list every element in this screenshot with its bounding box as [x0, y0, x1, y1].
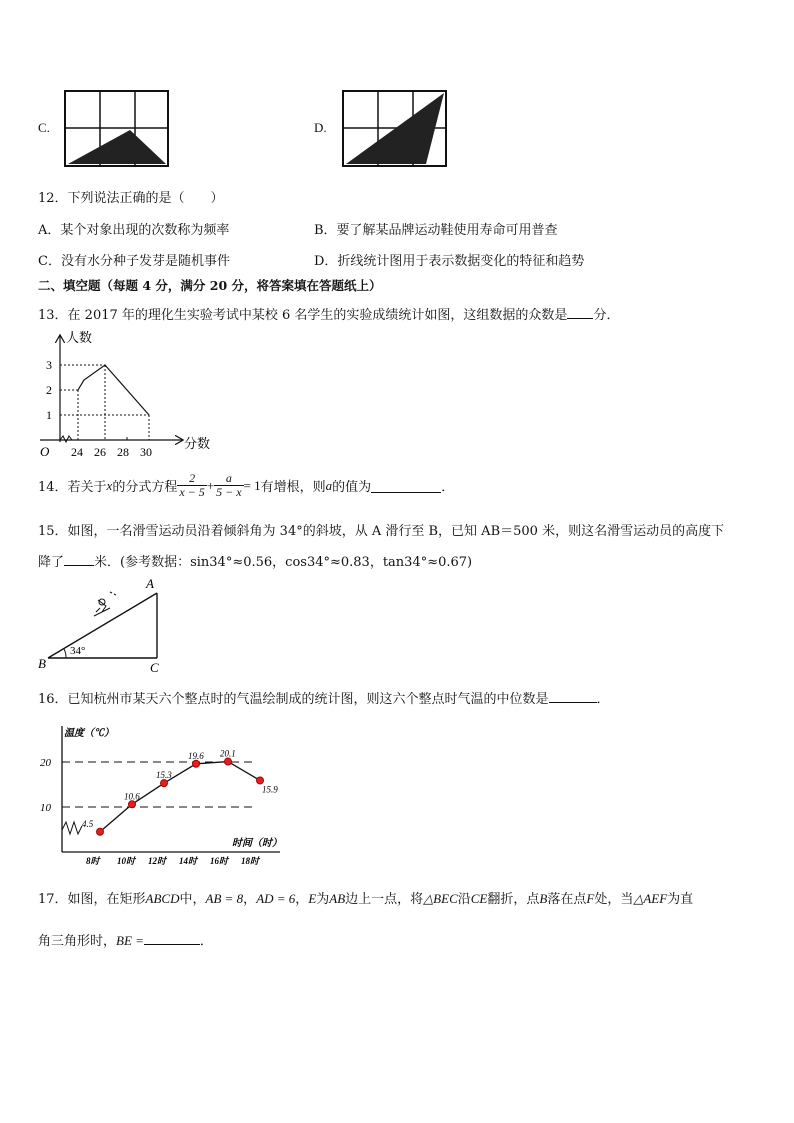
q12-stem: 12．下列说法正确的是（ ） [38, 191, 224, 206]
q15-figure [36, 576, 166, 676]
angle-label: 34° [70, 645, 86, 657]
q15-line2 [38, 551, 472, 570]
q14-var-x: x [106, 477, 113, 493]
q14-plus: + [206, 477, 215, 493]
q17-math: AB = 8 [205, 891, 244, 906]
q16-stem-after: ． [596, 692, 610, 707]
shaded-triangle [68, 130, 166, 164]
axis-break [62, 822, 82, 834]
option-d-figure [342, 90, 448, 168]
q16-chart [36, 722, 286, 868]
data-label: 15.3 [156, 770, 172, 781]
q12-option-d: D．折线统计图用于表示数据变化的特征和趋势 [314, 254, 585, 269]
q16-stem [38, 688, 610, 707]
x-tick-label: 14时 [179, 856, 198, 866]
q17-math: CE [470, 891, 488, 906]
q14-period: ． [441, 480, 455, 495]
q14-stem-before: 14．若关于 [38, 480, 107, 495]
x-axis-label: 时间（时） [232, 838, 282, 849]
q17-math: F [586, 891, 595, 906]
q17-math: BE = [116, 933, 144, 948]
q17-math: △BEC [423, 891, 458, 906]
y-tick-label: 1 [46, 408, 52, 422]
x-tick-label: 12时 [148, 856, 167, 866]
data-point [193, 760, 200, 767]
q15-line1: 15．如图，一名滑雪运动员沿着倾斜角为 34°的斜坡，从 A 滑行至 B，已知 AB＝500 米，则这名滑雪运动员的高度下 [38, 524, 725, 539]
q17-text: 中， [179, 892, 206, 907]
origin-label: O [40, 444, 50, 459]
q17-text: ， [243, 892, 257, 907]
q17-math: B [539, 891, 548, 906]
q14-var-a: a [325, 477, 333, 493]
q17-math: △AEF [633, 891, 668, 906]
q13-answer-blank[interactable] [567, 318, 593, 319]
section-heading: 二、填空题（每题 4 分，满分 20 分，将答案填在答题纸上） [38, 278, 382, 293]
q17-text: 为直 [667, 892, 694, 907]
label-b: B [38, 656, 46, 671]
y-tick-label: 2 [46, 383, 52, 397]
data-line [78, 365, 149, 415]
y-tick-label: 3 [46, 358, 52, 372]
data-label: 4.5 [82, 818, 94, 829]
y-axis-label: 温度（℃） [64, 728, 114, 739]
q14-answer-blank[interactable] [371, 478, 441, 493]
q15-line2-before: 降了 [38, 555, 65, 570]
x-tick-label: 24 [71, 445, 83, 459]
q17-text: 为 [316, 892, 330, 907]
data-point [257, 777, 264, 784]
q13-stem-before: 13．在 2017 年的理化生实验考试中某校 6 名学生的实验成绩统计如图，这组数据的众数是 [38, 308, 568, 323]
q17-text: ， [295, 892, 309, 907]
q17-text: 翻折，点 [487, 892, 540, 907]
q16-answer-blank[interactable] [549, 702, 597, 703]
option-c-label: C. [38, 120, 50, 135]
q12-option-c: C．没有水分种子发芽是随机事件 [38, 254, 230, 269]
data-point [225, 758, 232, 765]
q17-answer-blank[interactable] [144, 944, 200, 945]
angle-arc [64, 649, 66, 658]
q13-chart [36, 330, 226, 460]
data-label: 20.1 [220, 748, 236, 759]
y-tick-label: 20 [40, 757, 51, 769]
q17-text: 边上一点，将 [345, 892, 424, 907]
x-tick-label: 8时 [86, 856, 100, 866]
q17-text: ． [199, 934, 213, 949]
q14-stem-end: 的值为 [332, 480, 372, 495]
q17-line2 [38, 930, 213, 949]
x-tick-label: 30 [140, 445, 152, 459]
x-tick-label: 26 [94, 445, 106, 459]
q13-stem [38, 304, 619, 323]
q16-stem-before: 16．已知杭州市某天六个整点时的气温绘制成的统计图，则这六个整点时气温的中位数是 [38, 692, 549, 707]
x-tick-label: 16时 [210, 856, 229, 866]
x-tick-label: 28 [117, 445, 129, 459]
q17-math: E [308, 891, 317, 906]
q14-stem-after: 有增根，则 [260, 480, 326, 495]
axis-break [60, 436, 72, 442]
q14-stem [38, 472, 454, 499]
fraction-numerator: a [214, 472, 243, 486]
option-c-figure [64, 90, 170, 168]
data-point [161, 780, 168, 787]
data-label: 10.6 [124, 791, 140, 802]
q14-equals: = 1 [243, 477, 261, 493]
q17-math: AD = 6 [256, 891, 296, 906]
q14-fraction-2 [214, 472, 243, 499]
q17-text: 落在点 [547, 892, 587, 907]
q13-stem-after: 分． [593, 308, 620, 323]
q14-stem-mid: 的分式方程 [112, 480, 178, 495]
q17-line1 [38, 888, 693, 907]
y-axis-label: 人数 [66, 330, 93, 345]
q17-text: 17．如图，在矩形 [38, 892, 146, 907]
q14-fraction-1 [177, 472, 206, 499]
q17-math: ABCD [145, 891, 180, 906]
q17-math: AB [329, 891, 346, 906]
q17-text: 沿 [457, 892, 471, 907]
data-label: 15.9 [262, 784, 278, 795]
data-point [129, 801, 136, 808]
fraction-denominator: x − 5 [179, 485, 205, 499]
x-tick-label: 18时 [241, 856, 260, 866]
data-label: 19.6 [188, 750, 204, 761]
label-c: C [150, 660, 159, 675]
x-axis-label: 分数 [184, 436, 211, 451]
fraction-denominator: 5 − x [216, 485, 242, 499]
option-d-label: D. [314, 120, 327, 135]
q17-text: 处，当 [594, 892, 634, 907]
q12-option-a: A．某个对象出现的次数称为频率 [38, 223, 230, 238]
q17-text: 角三角形时， [38, 934, 117, 949]
fraction-numerator: 2 [177, 472, 206, 486]
y-tick-label: 10 [40, 802, 51, 814]
label-a: A [146, 576, 154, 591]
q15-line2-after: 米．(参考数据：sin34°≈0.56，cos34°≈0.83，tan34°≈0.67) [94, 555, 473, 570]
x-tick-label: 10时 [117, 856, 136, 866]
q12-option-b: B．要了解某品牌运动鞋使用寿命可用普查 [314, 223, 558, 238]
skier-icon [94, 592, 116, 616]
data-point [97, 828, 104, 835]
q15-answer-blank[interactable] [64, 565, 94, 566]
